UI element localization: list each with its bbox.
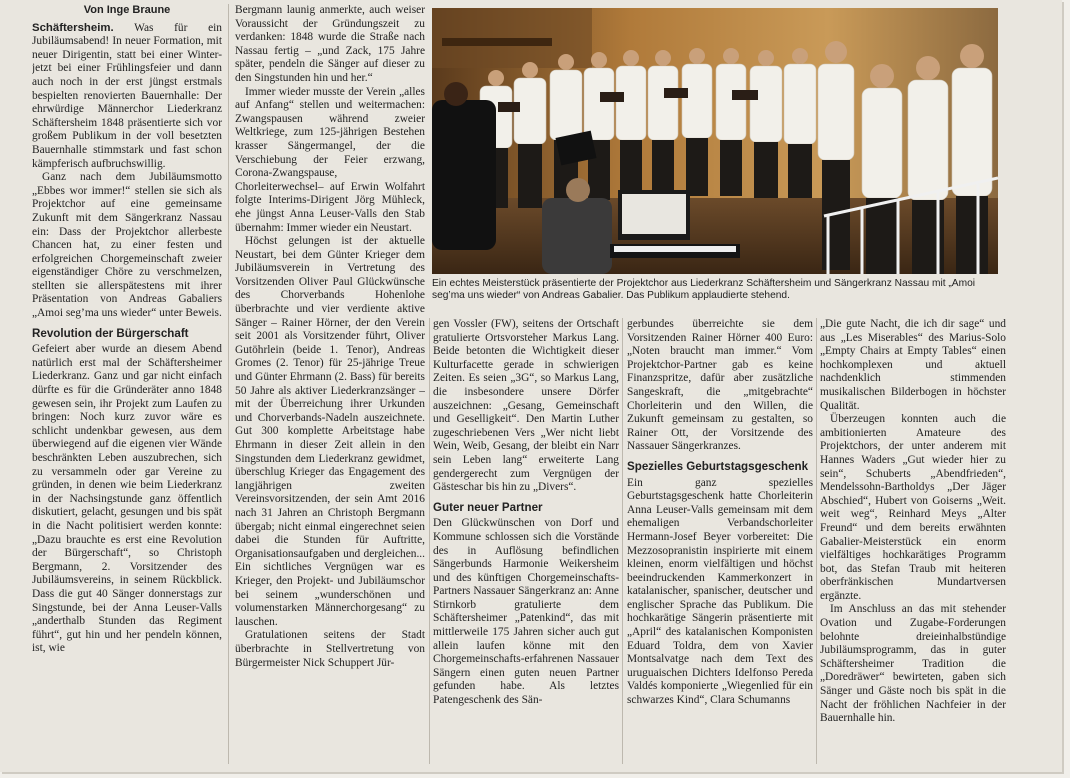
paragraph: Ein ganz spezielles Geburtstagsgeschenk hatte Chorleiterin Anna Leuser-Valls gemeinsam mit dem ehemaligen Verbandschorleiter Hermann-Josef Beyer vorbereitet: Die Mezzosopranistin inspirierte mit einem kleinen, enorm vielfältigen und höchst beeindruckenden Kammerkonzert in katalanischer, spanischer, deutscher und englischer Sprache das Publikum. Die hochkarätige Sängerin präsentierte mit „April“ des katalanischen Komponisten Eduard Toldra, dem von Xavier Montsalvatge nach dem Text des uruguaischen Dichters Idelfonso Pereda Valdés komponierte „Wiegenlied für ein schwarzes Kind“, Clara Schumanns bbox=[627, 476, 813, 707]
paragraph: Den Glückwünschen von Dorf und Kommune schlossen sich die Vorstände des in Auflösung befindlichen Sängerbunds Harmonie Weikersheim und des künftigen Chorgemeinschafts-Partners Nassauer Sängerkranz an: Anne Stirnkorb gratulierte dem Schäftersheimer „Patenkind“, das mit mittlerweile 175 Jahren sicher auch gut allein laufen könne mit den Chorgemeinschafts-erfahrenen Nassauer Sängern einen guten neuen Partner gefunden habe. Als letztes Patengeschenk des Sän- bbox=[433, 517, 619, 707]
subheading: Spezielles Geburtstagsgeschenk bbox=[627, 459, 809, 473]
article-column-3 bbox=[433, 318, 619, 764]
column-divider bbox=[429, 318, 430, 764]
paragraph: Im Anschluss an das mit stehender Ovation und Zugabe-Forderungen belohnte dreieinhalbstündige Jubiläumsprogramm, das in guter Schäftersheimer Tradition die „Doredräwer“ bewirteten, gaben sich Sänger und Gäste noch bis spät in die Nacht der fröhlichen Nachfeier in der Bauernhalle hin. bbox=[820, 603, 1006, 725]
paragraph: Höchst gelungen ist der aktuelle Neustart, bei dem Günter Krieger dem Jubiläumsverein in Vertretung des Vorsitzenden Oliver Paul Glückwünsche des Chorverbands Hohenlohe überbrachte und vier verdiente aktive Sänger – Rainer Hörner, der den Verein seit 2001 als Vorsitzender führt, Oliver Gutöhrlein (beide 1. Tenor), Andreas Gromes (2. Tenor) für 25-jährige Treue und Günter Ehrmann (2. Bass) für bereits 50 Jahre als aktiver Liederkranzsänger – mit der Überreichung ihrer Urkunden und Chorverbands-Nadeln auszeichnete. Gut 300 komplette Arbeitstage habe Ehrmann in dieser Zeit allein in den Singstunden dem Liederkranz gewidmet, überschlug Krieger das Engagement des langjährigen zweiten Vereinsvorsitzenden, der sein Amt 2016 nach 31 Jahren an Christoph Bergmann übergab; nicht einmal eingerechnet seien dabei die Stunden für Auftritte, Organisationsaufgaben und dergleichen... Ein sichtliches Vergnügen war es Krieger, den Projekt- und Jubiläumschor bei seinem „wunderschönen und volumenstarken Männerchorgesang“ zu lauschen. bbox=[235, 235, 425, 628]
article-column-4 bbox=[627, 318, 813, 764]
article-column-2 bbox=[235, 4, 425, 764]
subheading: Guter neuer Partner bbox=[433, 500, 543, 514]
paragraph: Gratulationen seitens der Stadt überbrachte in Stellvertretung von Bürgermeister Nick Schuppert Jür- bbox=[235, 629, 425, 669]
dateline: Schäftersheim. bbox=[32, 21, 114, 34]
article-column-5 bbox=[820, 318, 1006, 764]
subheading: Revolution der Bürgerschaft bbox=[32, 326, 189, 340]
article-column-1 bbox=[32, 4, 222, 764]
choir-photo-illustration bbox=[432, 8, 998, 274]
byline: Von Inge Braune bbox=[83, 4, 171, 16]
lead-paragraph: Schäftersheim. Was für ein Jubiläumsabend! In neuer Formation, mit neuer Dirigentin, statt bei einer Winter- jetzt bei einer Frühlingsfeier und dann auch noch in der erst jüngst erstmals bespielten renovierten Bauernhalle: Der ehrwürdige Männerchor Liederkranz Schäftersheim 1848 präsentierte sich vor großem Publikum in der voll besetzten Bauernhalle stimmstark und fast schon kämpferisch aufbruchswillig. bbox=[32, 21, 222, 170]
paragraph: gerbundes überreichte sie dem Vorsitzenden Rainer Hörner 400 Euro: „Noten braucht man immer.“ Vom Projektchor-Partner gab es keine Finanzspritze, dafür aber zusätzliche Sangeskraft, die „mitgebrachte“ Chorleiterin und den Willen, die Zukunft gemeinsam zu gestalten, so Rainer Ott, der Vorsitzende des Nassauer Sängerkranzes. bbox=[627, 318, 813, 453]
paragraph: Ganz nach dem Jubiläumsmotto „Ebbes wor immer!“ stellen sie sich als Projektchor auf eine gemeinsame Zukunft mit dem Sängerkranz Nassau ein: Dass der Projektchor allerbeste Chancen hat, zu einer festen und erfolgreichen Chorgemeinschaft zweier eigenständiger Chöre zu verschmelzen, stellten sie allerspätestens mit ihrer Präsentation von Andreas Gabaliers „Amoi seg’ma uns wieder“ unter Beweis. bbox=[32, 171, 222, 320]
paragraph: Gefeiert aber wurde an diesem Abend natürlich erst mal der Schäftersheimer Liederkranz. Ganz und gar nicht einfach dürfte es für die Gründeräter anno 1848 gewesen sein, ihr Projekt zum Laufen zu bringen: Noch kurz zuvor wäre es schlicht undenkbar gewesen, aus dem überwiegend auf die eigenen vier Wände beschränkten Leben auszubrechen, sich zu versammeln oder gar Vereine zu gründen, in denen wie beim Liederkranz in der Nachsingstunde ganz öffentlich diskutiert, gelacht, gesungen und bis spät in die Nacht politisiert werden konnte: „Dazu brauchte es erst eine Revolution der Bürgerschaft“, so Christoph Bergmann, 2. Vorsitzender des Jubiläumsvereins, in seinem Rückblick. Dass die gut 40 Sänger donnerstags zur Singstunde, bei der Anna Leuser-Valls „anderthalb Stunden das Regiment führt“, gut hin und her pendeln können, ist, wie bbox=[32, 343, 222, 655]
paragraph: Überzeugen konnten auch die ambitionierten Amateure des Projektchors, der unter anderem mit Hannes Waders „Gut wieder hier zu sein“, Schuberts „Abendfrieden“, Mendelssohn-Bartholdys „Der Jäger Abschied“, Hubert von Goiserns „Weit. weit weg“, Reinhard Meys „Alter Freund“ und dem bereits erwähnten Gabalier-Meisterstück ein enorm vielfältiges hochkarätiges Programm bot, das Stefan Traub mit heiteren oberfränkischen Mundartversen ergänzte. bbox=[820, 413, 1006, 602]
choir-photo bbox=[432, 8, 998, 274]
paragraph: Bergmann launig anmerkte, auch weiser Voraussicht der Gründungszeit zu verdanken: 1848 wurde die Straße nach Nassau fertig – „und Zack, 175 Jahre später, pendeln die Sänger auf dieser zu den Singstunden hin und her.“ bbox=[235, 4, 425, 84]
paragraph: „Die gute Nacht, die ich dir sage“ und aus „Les Miserables“ des Marius-Solo „Empty Chairs at Empty Tables“ einen hochkomplexen und aktuell nachdenklich stimmenden musikalischen Bilderbogen in höchster Qualität. bbox=[820, 318, 1006, 412]
photo-caption: Ein echtes Meisterstück präsentierte der Projektchor aus Liederkranz Schäftersheim und Sängerkranz Nassau mit „Amoi seg’ma uns wieder“ von Andreas Gabalier. Das Publikum applaudierte stehend. bbox=[432, 278, 976, 302]
column-divider bbox=[622, 318, 623, 764]
column-divider bbox=[228, 4, 229, 764]
column-divider bbox=[816, 318, 817, 764]
paragraph: Immer wieder musste der Verein „alles auf Anfang“ stellen und weitermachen: Zwangspausen während zweier Weltkriege, zum 125-jährigen Bestehen krasser Sängermangel, der die Verschiebung der Feier erzwang, Corona-Zwangspause, Chorleiterwechsel– auf Erwin Wolfahrt folgte Interims-Dirigent Jörg Mühleck, ehe jüngst Anna Leuser-Valls den Stab übernahm: Immer wieder ein Neustart. bbox=[235, 85, 425, 234]
paragraph: gen Vossler (FW), seitens der Ortschaft gratulierte Ortsvorsteher Markus Lang. Beide betonten die Wichtigkeit dieser Kulturfacette gerade in schwierigen Zeiten. Es seien „3G“, so Markus Lang, die insbesondere unsere Dörfer auszeichnen: „Gesang, Gemeinschaft und Geselligkeit“. Den Martin Luther zugeschriebenen Vers „Wer nicht liebt Wein, Weib, Gesang, der bleibt ein Narr sein Leben lang“ erweiterte Lang gendergerecht zum Vergnügen der Gästeschar bis hin zu „Divers“. bbox=[433, 318, 619, 494]
